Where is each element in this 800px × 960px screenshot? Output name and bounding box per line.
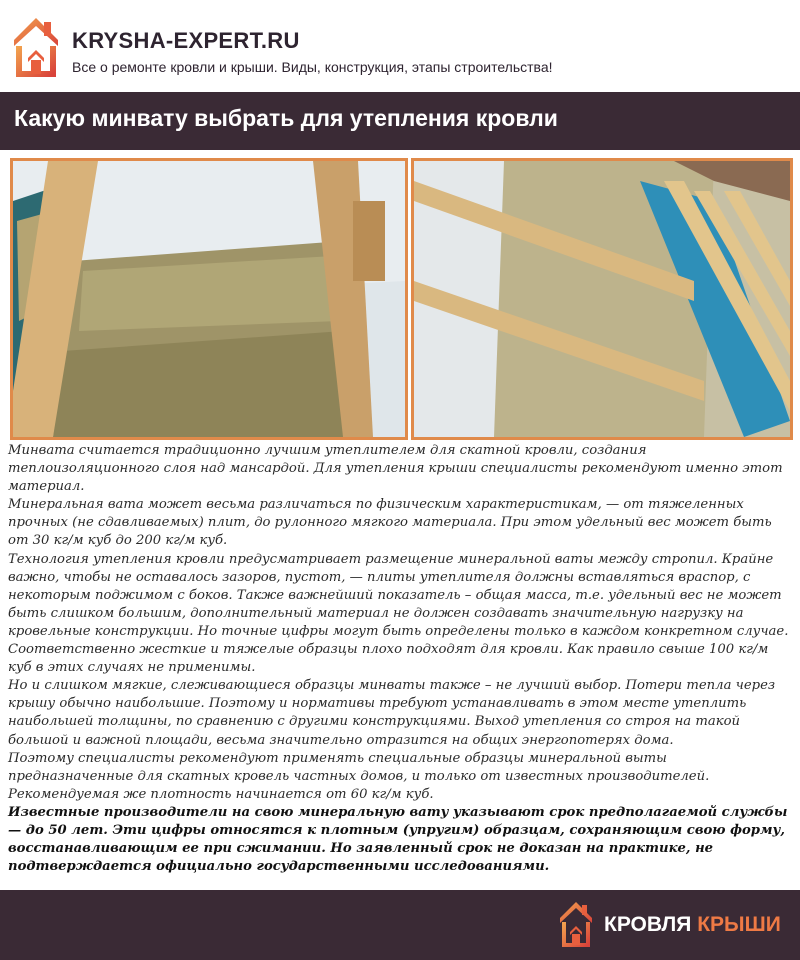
house-logo-icon[interactable] [558, 900, 594, 948]
paragraph: Но и слишком мягкие, слеживающиеся образцы минваты также – не лучший выбор. Потери тепла через крышу обычно наибольшие. Поэтому и нормативы требуют устанавливать в этом месте утеплить наибольшей толщины, по сравнению с другими конструкциями. Выход утепления со строя на такой большой и важной площади, весьма значительно отразится на общих энергопотерях дома. [8, 678, 776, 748]
paragraph: Технология утепления кровли предусматривает размещение минеральной ваты между стропил. Крайне важно, чтобы не оставалось зазоров, пустот, — плиты утеплителя должны вставляться враспор, с некоторым поджимом с боков. Также важнейший показатель – общая масса, т.е. удельный вес не может быть слишком большим, дополнительный материал не должен создавать значительную нагрузку на кровельные конструкции. Но точные цифры могут быть определены только в каждом конкретном случае. Соответственно жесткие и тяжелые образцы плохо подходят для кровли. Как правило свыше 100 кг/м куб в этих случаях не применимы. [8, 551, 789, 676]
paragraph: Поэтому специалисты рекомендуют применять специальные образцы минеральной выты предназначенные для скатных кровель частных домов, и только от известных производителей. Рекомендуемая же плотность начинается от 60 кг/м куб. [8, 750, 710, 802]
bold-paragraph: Известные производители на свою минеральную вату указывают срок предполагаемой службы — до 50 лет. Эти цифры относятся к плотным (упругим) образцам, сохраняющим свою форму, восстанавливающим ее при сжимании. Но заявленный срок не доказан на практике, не подтверждается официально государственными исследованиями. [8, 804, 788, 875]
site-name[interactable]: KRYSHA-EXPERT.RU [72, 28, 300, 53]
brand-part1: КРОВЛЯ [604, 913, 692, 936]
mineral-wool-between-rafters-photo [10, 158, 408, 440]
roof-insulation-slabs-photo [411, 158, 793, 440]
house-logo-icon[interactable] [10, 16, 62, 78]
article-panel [0, 150, 800, 890]
title-bar [0, 92, 656, 150]
paragraph: Минвата считается традиционно лучшим утеплителем для скатной кровли, создания теплоизоляционного слоя над мансардой. Для утепления крыши специалисты рекомендуют именно этот материал. [8, 443, 783, 495]
site-tagline: Все о ремонте кровли и крыши. Виды, конструкция, этапы строительства! [72, 59, 553, 75]
site-header [0, 0, 800, 92]
footer-brand[interactable] [604, 913, 781, 937]
brand-part2: КРЫШИ [697, 913, 781, 936]
page-title: Какую минвату выбрать для утепления кровли [14, 105, 558, 131]
paragraph: Минеральная вата может весьма различаться по физическим характеристикам, — от тяжеленных прочных (не сдавливаемых) плит, до рулонного мягкого материала. При этом удельный вес может быть от 30 кг/м куб до 200 кг/м куб. [8, 497, 772, 549]
article-text [8, 442, 792, 876]
